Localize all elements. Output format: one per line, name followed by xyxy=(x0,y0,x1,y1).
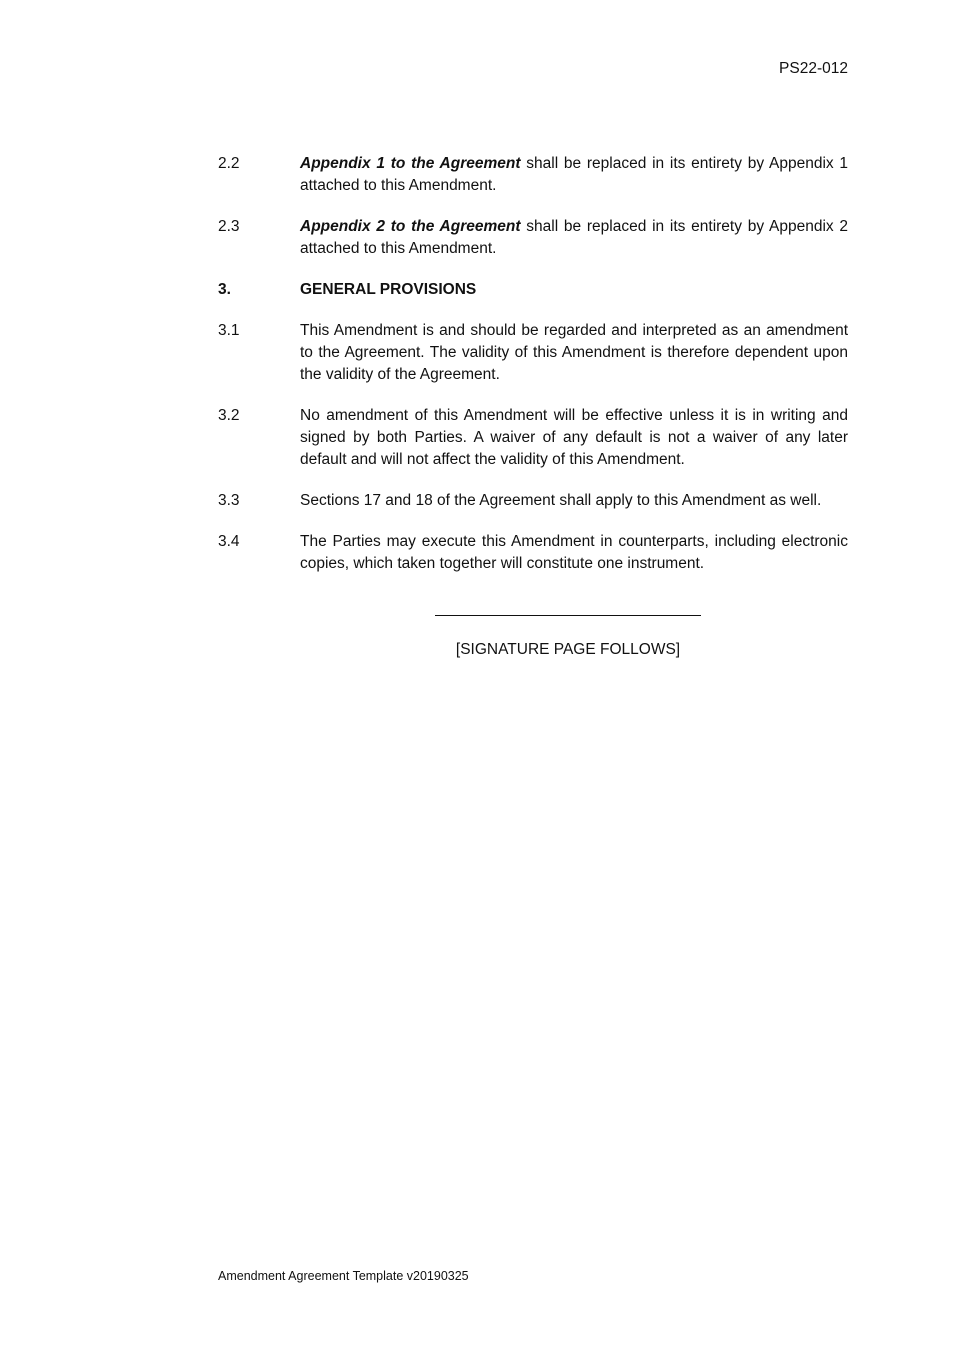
clause-lead: Appendix 2 to the Agreement xyxy=(300,218,521,235)
clause-lead: Appendix 1 to the Agreement xyxy=(300,155,521,172)
clause-text: This Amendment is and should be regarded and interpreted as an amendment to the Agreement. The validity of this Amendment is therefore dependent upon the validity of the Agreement. xyxy=(300,322,848,383)
section-number: 3. xyxy=(218,281,231,298)
section-title: GENERAL PROVISIONS xyxy=(300,281,477,298)
clause-2-3 xyxy=(218,216,848,260)
page-footer: Amendment Agreement Template v20190325 xyxy=(218,1269,469,1283)
clause-number: 3.4 xyxy=(218,533,240,550)
clause-3-2 xyxy=(218,405,848,471)
document-body xyxy=(218,153,848,594)
clause-text xyxy=(300,153,848,197)
signature-page-note: [SIGNATURE PAGE FOLLOWS] xyxy=(455,641,681,658)
clause-number: 2.3 xyxy=(218,218,240,235)
clause-number: 3.3 xyxy=(218,492,240,509)
clause-number: 2.2 xyxy=(218,155,240,172)
clause-text: No amendment of this Amendment will be effective unless it is in writing and signed by both Parties. A waiver of any default is not a waiver of any later default and will not affect the validity of this Amendment. xyxy=(300,407,848,468)
clause-text: Sections 17 and 18 of the Agreement shall apply to this Amendment as well. xyxy=(300,492,822,509)
clause-number: 3.1 xyxy=(218,322,240,339)
clause-3-1 xyxy=(218,320,848,386)
clause-2-2 xyxy=(218,153,848,197)
clause-3-3 xyxy=(218,490,848,512)
document-reference: PS22-012 xyxy=(779,60,848,77)
clause-3-4 xyxy=(218,531,848,575)
clause-text: The Parties may execute this Amendment in counterparts, including electronic copies, which taken together will constitute one instrument. xyxy=(300,533,848,572)
section-heading-3 xyxy=(218,279,848,301)
clause-rest: shall be replaced in its entirety by Appendix 1 attached to this Amendment. xyxy=(300,155,849,194)
clause-rest: shall be replaced in its entirety by Appendix 2 attached to this Amendment. xyxy=(300,218,849,257)
clause-text xyxy=(300,216,848,260)
clause-number: 3.2 xyxy=(218,407,240,424)
signature-divider xyxy=(435,615,701,616)
